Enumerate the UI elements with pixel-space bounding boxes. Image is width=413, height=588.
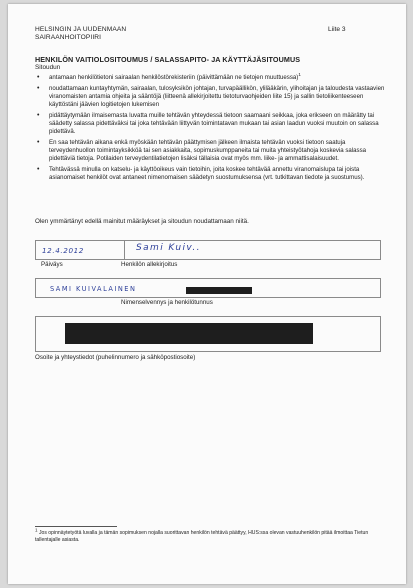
handwritten-signature: Sami Kuiv.. xyxy=(136,243,201,253)
address-field xyxy=(35,316,381,352)
commitment-item xyxy=(35,166,385,182)
commitment-item xyxy=(35,85,385,109)
commitment-text: Tehtävässä minulla on katselu- ja käyttöoikeus vain tietoihin, joita koskee tehtävää annettu viranomaislupa tai joista asianomaiset henkilöt ovat antaneet nimenomaisen säädetyn suostumuksensa (vrt. tutkittavan tiedote ja suostumus). xyxy=(49,165,365,181)
document-title: HENKILÖN VAITIOLOSITOUMUS / SALASSAPITO- JA KÄYTTÄJÄSITOUMUS xyxy=(35,55,301,64)
footnote xyxy=(35,527,385,543)
handwritten-name: SAMI KUIVALAINEN xyxy=(50,285,137,293)
commitment-item xyxy=(35,71,385,82)
footnote-divider xyxy=(35,526,117,527)
redacted-id xyxy=(186,287,252,294)
commitment-item xyxy=(35,139,385,163)
footnote-text: Jos opinnäytetyötä luvalla ja tämän sopimuksen nojalla suorittavan henkilön tehtävä päättyy, HUS:ssa olevan vastuuhenkilön pitää ilmoittaa Tietun tallentajalle asiasta. xyxy=(35,530,369,543)
commitment-text: pidättäytymään ilmaisemasta luvatta muille tehtävän yhteydessä tietoon saamaani seikkaa, joka erikseen on määrätty tai säädetty salassa pidettäväksi tai joka tehtävään liittyvän toimintatavan mukaan tai asian laadun vuoksi muutoin on salassa pidettävä. xyxy=(49,112,379,135)
field-divider xyxy=(124,241,125,259)
redacted-address xyxy=(65,323,313,344)
commitment-item xyxy=(35,112,385,136)
attachment-label: Liite 3 xyxy=(328,26,346,33)
name-caption: Nimenselvennys ja henkilötunnus xyxy=(121,299,213,306)
agreement-statement: Olen ymmärtänyt edellä mainitut määräykset ja sitoudun noudattamaan niitä. xyxy=(35,218,249,225)
organization-header xyxy=(35,26,126,43)
document-subtitle: Sitoudun xyxy=(35,64,61,71)
footnote-marker: 1 xyxy=(35,527,38,533)
commitment-text: antamaan henkilötietoni sairaalan henkilöstörekisteriin (päivittämään ne tietojen muuttuessa) xyxy=(49,74,299,81)
commitment-list xyxy=(35,71,385,185)
commitment-text: En saa tehtävän aikana enkä myöskään tehtävän päättymisen jälkeen ilmaista tehtävän vuoksi tietoon saatuja terveydenhuollon toimintayksikköä tai sen asiakkaita, sopimuskumppaneita tai muita yhteistyötahoja koskevia salassa pidettäviä tietoja. Potilaiden terveydentilatietojen lisäksi tällaisia ovat myös mm. liike- ja ammattisalaisuudet. xyxy=(49,138,367,162)
date-signature-field xyxy=(35,240,381,260)
commitment-text: noudattamaan kuntayhtymän, sairaalan, tulosyksikön johtajan, turvapäällikön, ylilääkärin, ylihoitajan ja taloudesta vastaavien viranomaisten antamia ohjeita ja sääntöjä (liitteenä allekirjoitettu tietoturvaohjeiden liite 15) ja sallin tietoliikenteeseen käyttöstäni jäävien logitietojen lukemisen xyxy=(49,85,385,108)
handwritten-date: 12.4.2012 xyxy=(42,246,84,255)
organization-line-2: SAIRAANHOITOPIIRI xyxy=(35,34,102,42)
document-page xyxy=(8,4,406,584)
organization-line-1: HELSINGIN JA UUDENMAAN xyxy=(35,26,127,33)
footnote-reference: 1 xyxy=(298,71,301,77)
name-id-field xyxy=(35,278,381,298)
address-caption: Osoite ja yhteystiedot (puhelinnumero ja sähköpostiosoite) xyxy=(35,354,196,361)
date-caption: Päiväys xyxy=(41,261,63,268)
signature-caption: Henkilön allekirjoitus xyxy=(121,261,178,268)
